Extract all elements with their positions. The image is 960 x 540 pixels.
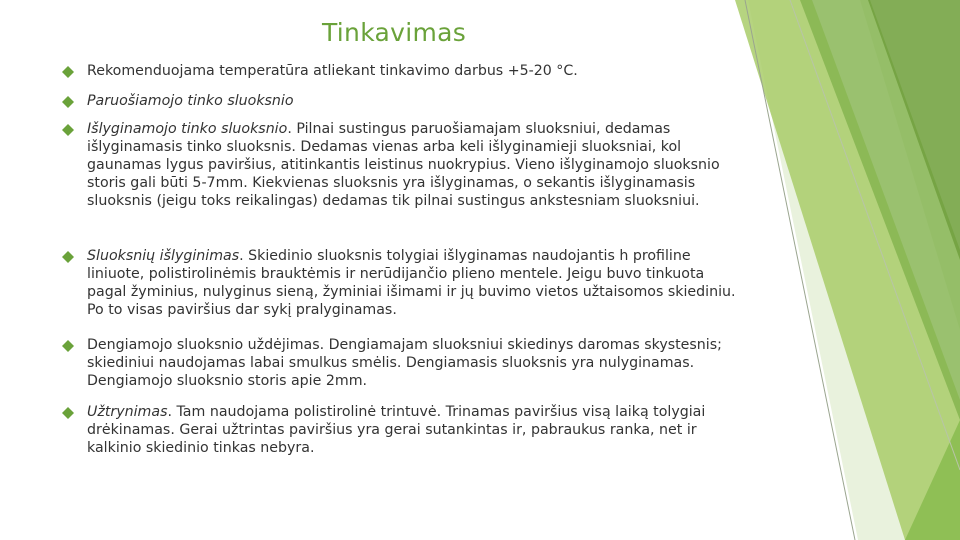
bullet-body: . Tam naudojama polistirolinė trintuvė. Trinamas paviršius visą laiką tolygiai drėkinamas. Gerai užtrintas paviršius yra gerai sutankintas ir, pabraukus ranka, net ir kalkinio skiedinio tinkas nebyra. — [87, 404, 706, 456]
bullet-italic: Paruošiamojo tinko sluoksnio — [87, 93, 294, 109]
bullet-italic: Užtrynimas — [87, 404, 168, 420]
bullet-text — [87, 247, 742, 319]
bullet-italic: Išlyginamojo tinko sluoksnio — [87, 121, 288, 137]
bullet-italic: Sluoksnių išlyginimas — [87, 248, 240, 264]
bullet-text — [87, 62, 742, 80]
bullet-body: Dengiamojo sluoksnio uždėjimas. Dengiamajam sluoksniui skiedinys daromas skystesnis; skiediniui naudojamas labai smulkus smėlis. Dengiamasis sluoksnis yra nulyginamas. Dengiamojo sluoksnio storis apie 2mm. — [87, 337, 722, 389]
green-diamond-icon — [62, 340, 74, 352]
green-diamond-icon — [62, 66, 74, 78]
bullet-body: . Pilnai sustingus paruošiamajam sluoksniui, dedamas išlyginamasis tinko sluoksnis. Dedamas vienas arba keli išlyginamieji sluoksniai, kol gaunamas lygus paviršius, atitinkantis leistinus nuokrypius. Vieno išlyginamojo sluoksnio storis gali būti 5-7mm. Kiekvienas sluoksnis yra išlyginamas, o sekantis išlyginamasis sluoksnis (jeigu toks reikalingas) dedamas tik pilnai sustingus ankstesniam sluoksniui. — [87, 121, 720, 209]
green-diamond-icon — [62, 407, 74, 419]
bullet-body: Rekomenduojama temperatūra atliekant tinkavimo darbus +5-20 °C. — [87, 63, 578, 79]
bullet-text — [87, 120, 742, 210]
green-diamond-icon — [62, 124, 74, 136]
slide-title: Tinkavimas — [322, 18, 467, 47]
bullet-text — [87, 92, 742, 110]
green-diamond-icon — [62, 96, 74, 108]
bullet-text — [87, 403, 742, 457]
bullet-text — [87, 336, 742, 390]
green-diamond-icon — [62, 251, 74, 263]
bullet-body: . Skiedinio sluoksnis tolygiai išlyginamas naudojantis h profiline liniuote, polistirolinėmis brauktėmis ir nerūdijančio plieno mentele. Jeigu buvo tinkuota pagal žyminius, nulyginus sieną, žyminiai išimami ir jų buvimo vietos užtaisomos skiediniu. Po to visas paviršius dar sykį pralyginamas. — [87, 248, 736, 318]
